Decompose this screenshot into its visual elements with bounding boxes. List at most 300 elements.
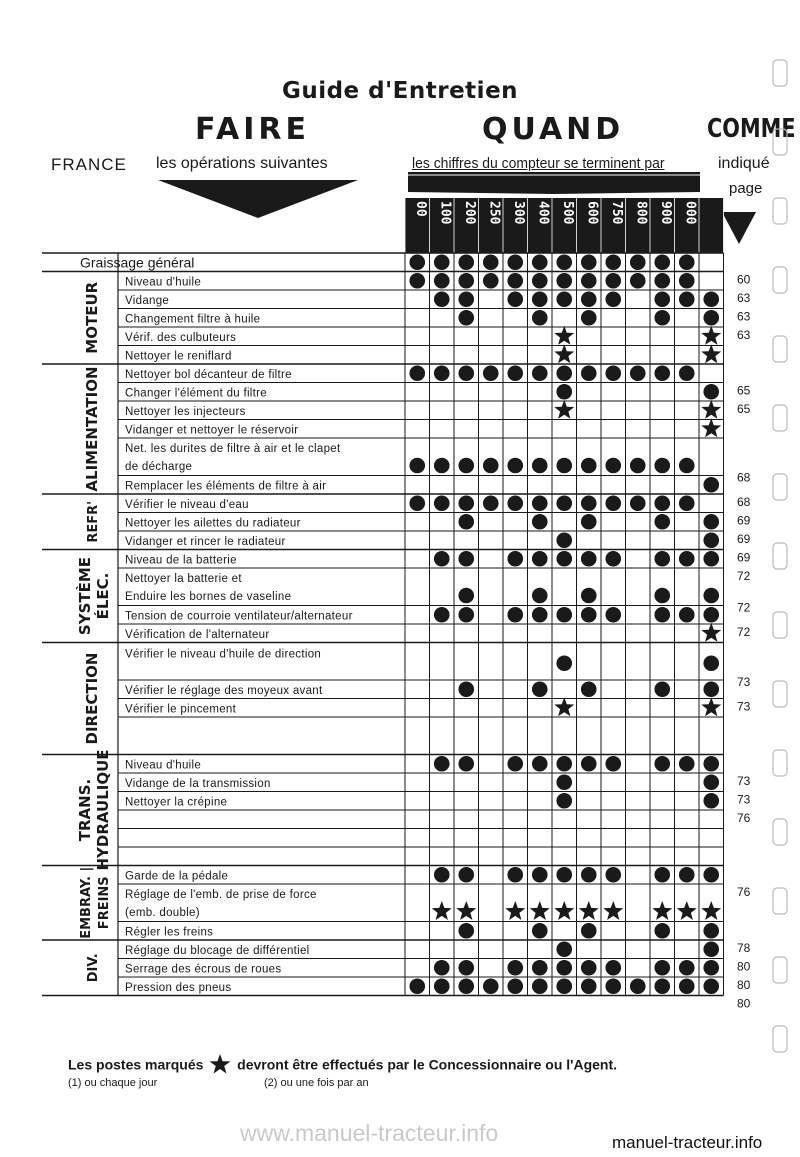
page-ref: 80: [737, 959, 751, 974]
page-ref: 68: [737, 470, 751, 485]
group-label: FREINS: [97, 876, 112, 930]
maintenance-dot: [581, 923, 597, 939]
page-ref: 63: [737, 328, 751, 342]
maintenance-dot: [654, 588, 670, 604]
maintenance-dot: [434, 291, 450, 307]
maintenance-dot: [581, 254, 597, 270]
page-ref: 73: [737, 699, 751, 714]
maintenance-dot: [434, 960, 450, 976]
maintenance-dot: [532, 365, 548, 381]
maintenance-dot: [532, 756, 548, 772]
row-label: Niveau d'huile: [125, 276, 202, 289]
row-label: Nettoyer bol décanteur de filtre: [125, 368, 292, 381]
row-label: Vidange: [125, 294, 170, 307]
maintenance-dot: [654, 310, 670, 326]
footnote-2: (2) ou une fois par an: [264, 1077, 369, 1089]
maintenance-dot: [679, 756, 695, 772]
faire-heading: FAIRE: [195, 112, 311, 147]
row-label: Vérifier le pincement: [125, 703, 237, 716]
maintenance-dot: [703, 793, 719, 809]
group-label: TRANS.: [76, 778, 94, 842]
footer-legend: [68, 1056, 617, 1076]
maintenance-dot: [654, 495, 670, 511]
maintenance-dot: [581, 551, 597, 567]
maintenance-dot: [679, 978, 695, 994]
maintenance-dot: [703, 588, 719, 604]
group-label: SYSTÈME: [76, 556, 94, 636]
maintenance-dot: [458, 607, 474, 623]
maintenance-dot: [703, 310, 719, 326]
row-label: Nettoyer le reniflard: [125, 350, 232, 363]
maintenance-dot: [605, 365, 621, 381]
maintenance-dot: [434, 365, 450, 381]
binder-tab: [773, 819, 787, 845]
maintenance-dot: [654, 365, 670, 381]
maintenance-dot: [409, 273, 425, 289]
maintenance-dot: [556, 551, 572, 567]
maintenance-dot: [703, 756, 719, 772]
maintenance-dot: [458, 960, 474, 976]
maintenance-dot: [703, 477, 719, 493]
maintenance-dot: [654, 273, 670, 289]
page-ref: 80: [737, 978, 751, 992]
maintenance-dot: [630, 978, 646, 994]
watermark-corner: manuel-tracteur.info: [612, 1133, 763, 1152]
maintenance-dot: [654, 681, 670, 697]
row-label: Vidanger et rincer le radiateur: [125, 535, 286, 548]
page-ref: 69: [737, 532, 751, 546]
row-label: Réglage de l'emb. de prise de force: [125, 889, 317, 901]
maintenance-dot: [458, 588, 474, 604]
maintenance-dot: [458, 756, 474, 772]
maintenance-dot: [458, 273, 474, 289]
row-label-line2: de décharge: [125, 461, 193, 473]
maintenance-dot: [458, 681, 474, 697]
row-label: Vérif. des culbuteurs: [125, 331, 237, 344]
maintenance-dot: [434, 756, 450, 772]
maintenance-dot: [532, 978, 548, 994]
maintenance-dot: [605, 273, 621, 289]
maintenance-dot: [556, 532, 572, 548]
column-header-label: 250: [486, 201, 502, 225]
maintenance-dot: [703, 681, 719, 697]
operations-label: les opérations suivantes: [156, 155, 328, 172]
maintenance-dot: [434, 607, 450, 623]
maintenance-dot: [532, 867, 548, 883]
maintenance-dot: [556, 793, 572, 809]
maintenance-dot: [703, 960, 719, 976]
row-label: Graissage général: [80, 254, 195, 271]
binder-tab: [773, 267, 787, 293]
star-icon: [209, 1054, 231, 1074]
maintenance-dot: [532, 923, 548, 939]
column-header-label: 200: [461, 201, 477, 225]
maintenance-dot: [581, 960, 597, 976]
column-header-label: 900: [657, 201, 673, 225]
maintenance-dot: [556, 774, 572, 790]
maintenance-dot: [654, 960, 670, 976]
binder-tab: [773, 129, 787, 155]
page-ref: 69: [737, 513, 751, 528]
indique-label: indiqué: [718, 155, 770, 172]
maintenance-dot: [581, 681, 597, 697]
maintenance-dot: [507, 756, 523, 772]
row-label: Net. les durites de filtre à air et le clapet: [125, 443, 341, 455]
page-ref: 60: [737, 272, 751, 287]
maintenance-dot: [605, 978, 621, 994]
maintenance-dot: [605, 291, 621, 307]
maintenance-dot: [630, 495, 646, 511]
binder-tab: [773, 60, 787, 86]
column-header-label: 600: [584, 201, 600, 225]
binder-tab: [773, 612, 787, 638]
dealer-star-icon: [554, 901, 574, 920]
counter-label: les chiffres du compteur se terminent par: [412, 155, 665, 172]
maintenance-dot: [532, 310, 548, 326]
maintenance-dot: [703, 941, 719, 957]
maintenance-dot: [458, 365, 474, 381]
dealer-star-icon: [432, 901, 452, 920]
maintenance-dot: [703, 607, 719, 623]
row-label: Garde de la pédale: [125, 870, 229, 883]
group-label: REFR': [86, 500, 101, 543]
page-ref: 80: [737, 996, 751, 1011]
maintenance-dot: [532, 495, 548, 511]
maintenance-dot: [434, 254, 450, 270]
maintenance-dot: [434, 867, 450, 883]
row-label: Vidange de la transmission: [125, 777, 271, 790]
binder-tab: [773, 957, 787, 983]
maintenance-dot: [605, 960, 621, 976]
maintenance-dot: [605, 756, 621, 772]
binder-tab: [773, 750, 787, 776]
comme-heading: COMME: [707, 114, 796, 144]
footnote-1: (1) ou chaque jour: [68, 1077, 158, 1089]
dealer-star-icon: [554, 326, 574, 345]
row-label-line2: Enduire les bornes de vaseline: [125, 591, 292, 603]
group-label: DIV.: [86, 953, 101, 983]
maintenance-dot: [581, 458, 597, 474]
maintenance-dot: [556, 607, 572, 623]
page-label: page: [729, 180, 763, 197]
maintenance-dot: [458, 978, 474, 994]
maintenance-dot: [605, 551, 621, 567]
row-label: Changer l'élément du filtre: [125, 387, 267, 400]
page-ref: 69: [737, 550, 751, 565]
maintenance-dot: [556, 365, 572, 381]
binder-tab: [773, 474, 787, 500]
maintenance-dot: [556, 655, 572, 671]
dealer-star-icon: [701, 901, 721, 920]
maintenance-dot: [556, 495, 572, 511]
dealer-star-icon: [677, 901, 697, 920]
column-header-label: 750: [608, 201, 624, 225]
faire-arrow: [158, 180, 358, 218]
maintenance-dot: [483, 365, 499, 381]
maintenance-dot: [458, 551, 474, 567]
maintenance-dot: [409, 458, 425, 474]
maintenance-dot: [679, 365, 695, 381]
binder-tab: [773, 1026, 787, 1052]
maintenance-dot: [581, 756, 597, 772]
page-ref: 78: [737, 941, 751, 955]
maintenance-dot: [630, 365, 646, 381]
maintenance-dot: [605, 607, 621, 623]
binder-tab: [773, 405, 787, 431]
maintenance-dot: [679, 495, 695, 511]
maintenance-dot: [703, 774, 719, 790]
maintenance-dot: [507, 607, 523, 623]
row-label: Nettoyer les injecteurs: [125, 405, 246, 418]
maintenance-dot: [581, 867, 597, 883]
row-label: Remplacer les éléments de filtre à air: [125, 480, 327, 493]
maintenance-dot: [556, 867, 572, 883]
maintenance-dot: [630, 273, 646, 289]
maintenance-dot: [679, 291, 695, 307]
maintenance-dot: [458, 310, 474, 326]
group-label: MOTEUR: [83, 281, 101, 354]
maintenance-dot: [434, 273, 450, 289]
maintenance-dot: [679, 458, 695, 474]
page-ref: 65: [737, 383, 751, 398]
row-label: Réglage du blocage de différentiel: [125, 944, 310, 957]
maintenance-dot: [605, 495, 621, 511]
maintenance-dot: [679, 867, 695, 883]
maintenance-dot: [507, 365, 523, 381]
maintenance-dot: [703, 867, 719, 883]
maintenance-dot: [483, 254, 499, 270]
column-header-label: 400: [535, 201, 551, 225]
maintenance-dot: [532, 514, 548, 530]
country-label: FRANCE: [51, 155, 127, 174]
maintenance-dot: [507, 458, 523, 474]
maintenance-dot: [581, 978, 597, 994]
maintenance-dot: [532, 291, 548, 307]
maintenance-dot: [532, 607, 548, 623]
footer-text-before: Les postes marqués: [68, 1056, 204, 1073]
page-arrow: [722, 212, 756, 244]
maintenance-dot: [605, 867, 621, 883]
page-ref: 63: [737, 291, 751, 305]
maintenance-dot: [556, 254, 572, 270]
maintenance-dot: [458, 495, 474, 511]
page-ref: 72: [737, 569, 751, 583]
row-label: Changement filtre à huile: [125, 313, 261, 326]
row-label: Niveau de la batterie: [125, 554, 237, 567]
maintenance-dot: [532, 681, 548, 697]
row-label: Régler les freins: [125, 926, 214, 939]
maintenance-dot: [654, 978, 670, 994]
row-label: Serrage des écrous de roues: [125, 963, 282, 976]
maintenance-dot: [532, 273, 548, 289]
maintenance-dot: [434, 978, 450, 994]
maintenance-dot: [581, 273, 597, 289]
maintenance-dot: [556, 458, 572, 474]
maintenance-dot: [556, 291, 572, 307]
binder-tab: [773, 543, 787, 569]
page-ref: 68: [737, 495, 751, 509]
maintenance-dot: [532, 458, 548, 474]
dealer-star-icon: [554, 697, 574, 716]
page-ref: 76: [737, 885, 751, 899]
binder-tab: [773, 336, 787, 362]
maintenance-dot: [630, 458, 646, 474]
maintenance-dot: [703, 655, 719, 671]
maintenance-dot: [532, 254, 548, 270]
column-header-label: 800: [633, 201, 649, 225]
dealer-star-icon: [554, 400, 574, 419]
row-label: Vérification de l'alternateur: [125, 628, 270, 641]
page-ref: 65: [737, 402, 751, 416]
maintenance-dot: [654, 514, 670, 530]
dealer-star-icon: [701, 623, 721, 642]
row-label: Vidanger et nettoyer le réservoir: [125, 424, 299, 437]
maintenance-dot: [458, 514, 474, 530]
maintenance-dot: [703, 291, 719, 307]
maintenance-dot: [581, 310, 597, 326]
maintenance-dot: [507, 495, 523, 511]
maintenance-dot: [581, 514, 597, 530]
page-ref: 72: [737, 625, 751, 639]
maintenance-dot: [532, 551, 548, 567]
dealer-star-icon: [579, 901, 599, 920]
page-ref: 63: [737, 309, 751, 324]
binder-tab: [773, 681, 787, 707]
row-label: Nettoyer la batterie et: [125, 573, 242, 585]
maintenance-dot: [703, 923, 719, 939]
maintenance-dot: [654, 458, 670, 474]
maintenance-dot: [507, 960, 523, 976]
column-header-label: 00: [412, 201, 428, 217]
quand-heading: QUAND: [482, 112, 625, 147]
maintenance-dot: [679, 960, 695, 976]
maintenance-dot: [703, 551, 719, 567]
page-ref: 72: [737, 600, 751, 615]
maintenance-dot: [507, 551, 523, 567]
maintenance-dot: [679, 551, 695, 567]
maintenance-dot: [654, 551, 670, 567]
maintenance-dot: [654, 867, 670, 883]
dealer-star-icon: [652, 901, 672, 920]
maintenance-dot: [581, 365, 597, 381]
maintenance-dot: [409, 365, 425, 381]
binder-tab: [773, 888, 787, 914]
maintenance-dot: [703, 978, 719, 994]
row-label: Nettoyer les ailettes du radiateur: [125, 517, 301, 530]
maintenance-dot: [507, 273, 523, 289]
row-label: Niveau d'huile: [125, 759, 202, 772]
maintenance-dot: [434, 551, 450, 567]
maintenance-dot: [409, 495, 425, 511]
maintenance-dot: [654, 254, 670, 270]
maintenance-dot: [507, 291, 523, 307]
maintenance-dot: [434, 458, 450, 474]
group-label: DIRECTION: [83, 652, 101, 745]
maintenance-dot: [630, 254, 646, 270]
guide-title: Guide d'Entretien: [281, 78, 519, 104]
row-label: Vérifier le niveau d'eau: [125, 498, 249, 511]
maintenance-dot: [507, 978, 523, 994]
group-label: EMBRAY. |: [79, 866, 94, 939]
page-ref: 73: [737, 774, 751, 788]
row-label: Vérifier le niveau d'huile de direction: [125, 648, 322, 661]
column-header-label: 000: [682, 201, 698, 225]
maintenance-dot: [458, 291, 474, 307]
dealer-star-icon: [505, 901, 525, 920]
maintenance-dot: [654, 756, 670, 772]
maintenance-dot: [581, 495, 597, 511]
dealer-star-icon: [603, 901, 623, 920]
maintenance-dot: [532, 960, 548, 976]
row-label: Tension de courroie ventilateur/alternateur: [125, 610, 353, 623]
dealer-star-icon: [701, 326, 721, 345]
maintenance-dot: [703, 384, 719, 400]
maintenance-dot: [434, 495, 450, 511]
maintenance-dot: [703, 514, 719, 530]
maintenance-dot: [703, 532, 719, 548]
group-label: HYDRAULIQUE: [94, 749, 112, 871]
maintenance-dot: [556, 960, 572, 976]
maintenance-dot: [605, 458, 621, 474]
maintenance-dot: [458, 254, 474, 270]
maintenance-dot: [556, 273, 572, 289]
watermark-center: www.manuel-tracteur.info: [240, 1120, 499, 1146]
dealer-star-icon: [701, 697, 721, 716]
maintenance-dot: [507, 867, 523, 883]
group-label: ÉLEC.: [94, 572, 112, 620]
maintenance-dot: [556, 941, 572, 957]
row-label: Nettoyer la crépine: [125, 796, 228, 809]
row-label-line2: (emb. double): [125, 907, 200, 919]
binder-tab: [773, 198, 787, 224]
maintenance-dot: [654, 607, 670, 623]
column-header-label: 500: [559, 201, 575, 225]
dealer-star-icon: [701, 418, 721, 437]
group-label: ALIMENTATION: [83, 366, 101, 492]
maintenance-dot: [458, 458, 474, 474]
maintenance-dot: [581, 291, 597, 307]
maintenance-dot: [654, 923, 670, 939]
maintenance-dot: [409, 978, 425, 994]
maintenance-dot: [581, 607, 597, 623]
page-ref: 76: [737, 811, 751, 825]
column-header-label: 100: [437, 201, 453, 225]
maintenance-dot: [458, 923, 474, 939]
maintenance-dot: [458, 867, 474, 883]
row-label: Pression des pneus: [125, 981, 232, 994]
maintenance-dot: [556, 978, 572, 994]
dealer-star-icon: [701, 344, 721, 363]
row-label: Vérifier le réglage des moyeux avant: [125, 684, 323, 697]
dealer-star-icon: [554, 344, 574, 363]
column-header-label: 300: [510, 201, 526, 225]
dealer-star-icon: [456, 901, 476, 920]
maintenance-dot: [556, 384, 572, 400]
maintenance-dot: [483, 495, 499, 511]
maintenance-dot: [679, 254, 695, 270]
maintenance-dot: [507, 254, 523, 270]
maintenance-dot: [409, 254, 425, 270]
maintenance-dot: [581, 588, 597, 604]
maintenance-dot: [679, 607, 695, 623]
footer-text-after: devront être effectués par le Concessionnaire ou l'Agent.: [237, 1056, 618, 1073]
dealer-star-icon: [701, 400, 721, 419]
dealer-star-icon: [530, 901, 550, 920]
maintenance-dot: [483, 458, 499, 474]
maintenance-dot: [679, 273, 695, 289]
maintenance-dot: [532, 588, 548, 604]
maintenance-dot: [556, 756, 572, 772]
